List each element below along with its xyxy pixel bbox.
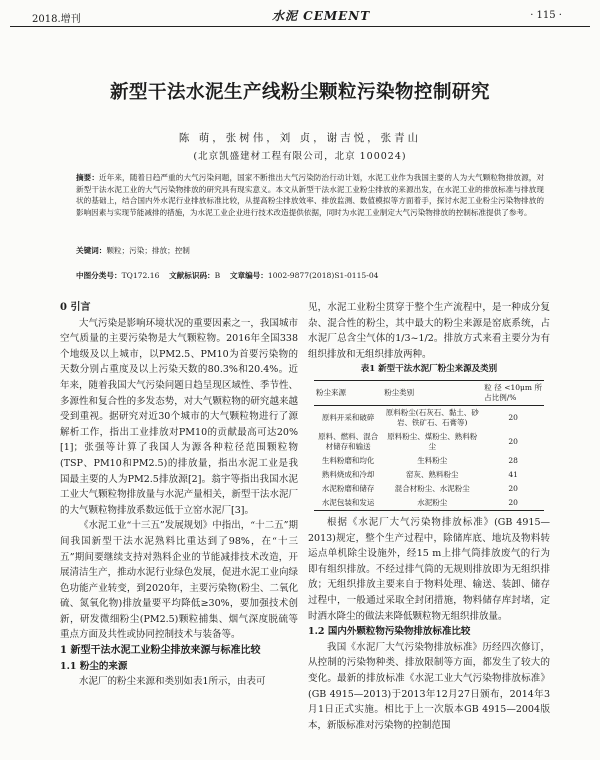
paragraph: 水泥厂的粉尘来源和类别如表1所示，由表可 xyxy=(79,676,266,688)
table-row xyxy=(314,405,544,430)
keywords xyxy=(76,245,544,256)
table-cell: 20 xyxy=(508,412,518,422)
paragraph: 大气污染是影响环境状况的重要因素之一，我国城市空气质量的主要污染物是大气颗粒物。2016年全国338个地级及以上城市，以PM2.5、PM10为首要污染物的天数分别占重度及以上污染天数的80.3%和20.4%。近年来，随着我国大气污染问题日趋呈现区域性、季节性、多源性和复合性的多发态势，对大气颗粒物的研究越来越受到重视。据研究对近30个城市的大气颗粒物进行了源解析工作，指出工业排放对PM10的贡献最高可达20%[1]；张强等计算了我国人为源各种粒径范围颗粒物(TSP、PM10和PM2.5)的排放量，指出水泥工业是我国最主要的人为PM2.5排放源[2]。翁宇等指出我国水泥工业大气颗粒物排放量与水泥产量相关，新型干法水泥厂的大气颗粒物排放系数远低于立窑水泥厂[3]。 xyxy=(60,317,298,516)
table-row xyxy=(314,468,544,482)
abstract-label: 摘要： xyxy=(76,173,100,182)
article-id: 1002-9877(2018)S1-0115-04 xyxy=(267,271,379,280)
keywords-label: 关键词： xyxy=(76,246,107,255)
table-cell: 原料粉尘(石灰石、黏土、砂岩、铁矿石、石膏等) xyxy=(385,407,479,427)
paragraph: 见，水泥工业粉尘贯穿于整个生产流程中，是一种成分复杂、混合性的粉尘，其中最大的粉尘来源是窑底系统，占水泥厂总含尘气体的1/3~1/2。排放方式来看主要分为有组织排放和无组织排放两种。 xyxy=(308,302,550,360)
abstract-text: 近年来，随着日趋严重的大气污染问题，国家不断推出大气污染防治行动计划，水泥工业作为我国主要的人为大气颗粒物排放源，对新型干法水泥工业的大气污染物排放的研究具有现实意义。本文从新型干法水泥工业粉尘排放的来源出发，在水泥工业的排放标准与排放现状的基础上，结合国内外水泥行业排放标准比较，从提高粉尘排放效率、排放监测、数值模拟等方面着手，探讨水泥工业粉尘污染物排放的影响因素与实现节能减排的措施，为水泥工业企业进行技术改造提供依据，同时为水泥工业制定大气污染物排放的控制标准提供了参考。 xyxy=(76,173,545,218)
paper-title: 新型干法水泥生产线粉尘颗粒污染物控制研究 xyxy=(109,82,490,103)
table-row xyxy=(314,430,544,454)
table-caption: 表1 新型干法水泥厂粉尘来源及类别 xyxy=(360,364,498,375)
section-heading-1: 1 新型干法水泥工业粉尘排放来源与标准比较 xyxy=(60,645,261,657)
table-cell: 生料粉尘 xyxy=(417,455,448,465)
page-number: · 115 · xyxy=(530,10,562,21)
abstract xyxy=(76,172,544,219)
clc-code: TQ172.16 xyxy=(121,271,160,280)
journal-logo: 水泥 CEMENT xyxy=(272,9,371,23)
table-cell: 20 xyxy=(508,483,518,493)
table-header: 粉尘来源 xyxy=(314,380,382,405)
left-column xyxy=(60,300,298,690)
section-heading-intro: 0 引言 xyxy=(60,302,91,313)
table-header: 粒径<10μm所占比例/% xyxy=(482,380,544,405)
right-column xyxy=(308,300,550,733)
table-cell: 水泥粉磨和储存 xyxy=(321,483,375,493)
dust-source-table xyxy=(314,380,544,511)
paragraph: 《水泥工业“十三五”发展规划》中指出，“十二五”期间我国新型干法水泥熟料比重达到了98%，在“十三五”期间要继续支持对熟料企业的节能减排技术改造，开展清洁生产，推动水泥行业绿色发展，促进水泥工业向绿色功能产业转变，到2020年，主要污染物(粉尘、二氧化硫、氮氧化物)排放量要平均降低≥30%，要加强技术创新，研发微细粉尘(PM2.5)颗粒捕集、烟气深度脱硫等重点方面及共性或协同控制技术与装备等。 xyxy=(60,520,298,641)
affiliation: (北京凯盛建材工程有限公司，北京 100024) xyxy=(193,151,407,162)
keywords-text: 颗粒；污染；排放；控制 xyxy=(106,246,190,255)
table-cell: 窑灰、熟料粉尘 xyxy=(405,469,459,479)
table-cell: 混合材粉尘、水泥粉尘 xyxy=(394,483,470,493)
paragraph: 我国《水泥厂大气污染物排放标准》历经四次修订，从控制的污染物种类、排放限制等方面，都发生了较大的变化。最新的排放标准《水泥工业大气污染物排放标准》(GB 4915—2013)于2013年12月27日颁布，2014年3月1日正式实施。相比于上一次版本GB 4915—2004版本，新版标准对污染物的控制范围 xyxy=(308,641,550,731)
table-cell: 水泥粉尘 xyxy=(382,496,482,511)
table-cell: 28 xyxy=(508,455,518,465)
issue-label: 2018.增刊 xyxy=(32,14,81,25)
table-header: 粉尘类别 xyxy=(382,380,482,405)
table-cell: 水泥包装和发运 xyxy=(314,496,382,511)
subsection-heading-1-2: 1.2 国内外颗粒物污染物排放标准比较 xyxy=(308,626,471,638)
table-cell: 41 xyxy=(508,469,518,479)
table-cell: 原料、燃料、混合材储存和输送 xyxy=(318,431,379,451)
table-cell: 20 xyxy=(508,436,518,446)
table-cell: 20 xyxy=(482,496,544,511)
table-cell: 生料粉磨和均化 xyxy=(321,455,375,465)
table-cell: 熟料烧成和冷却 xyxy=(321,469,375,479)
table-row xyxy=(314,482,544,496)
clc-label: 中图分类号： xyxy=(76,271,122,280)
paragraph: 根据《水泥厂大气污染物排放标准》(GB 4915—2013)规定，整个生产过程中，除储库底、地坑及物料转运点单机除尘设施外，经15 m上排气筒排放废气的行为即有组织排放。不经过排气筒的无规则排放即为无组织排放；无组织排放主要来自于物料处理、输送、装卸、储存过程中，一般通过采取全封闭措施，物料储存库封堵，定时洒水降尘的做法来降低颗粒物无组织排放量。 xyxy=(308,516,550,622)
article-id-label: 文章编号： xyxy=(229,271,268,280)
running-header xyxy=(10,8,590,27)
subsection-heading-1-1: 1.1 粉尘的来源 xyxy=(60,660,128,672)
table-cell: 原料开采和破碎 xyxy=(321,412,375,422)
doc-code-label: 文献标识码： xyxy=(169,271,215,280)
classification-line xyxy=(76,270,576,281)
table-row xyxy=(314,496,544,511)
doc-code: B xyxy=(214,271,221,280)
table-cell: 原料粉尘、煤粉尘、熟料粉尘 xyxy=(387,431,478,451)
table-row xyxy=(314,454,544,468)
author-list: 陈 萌，张树伟，刘 贞，谢吉悦，张青山 xyxy=(178,132,422,144)
